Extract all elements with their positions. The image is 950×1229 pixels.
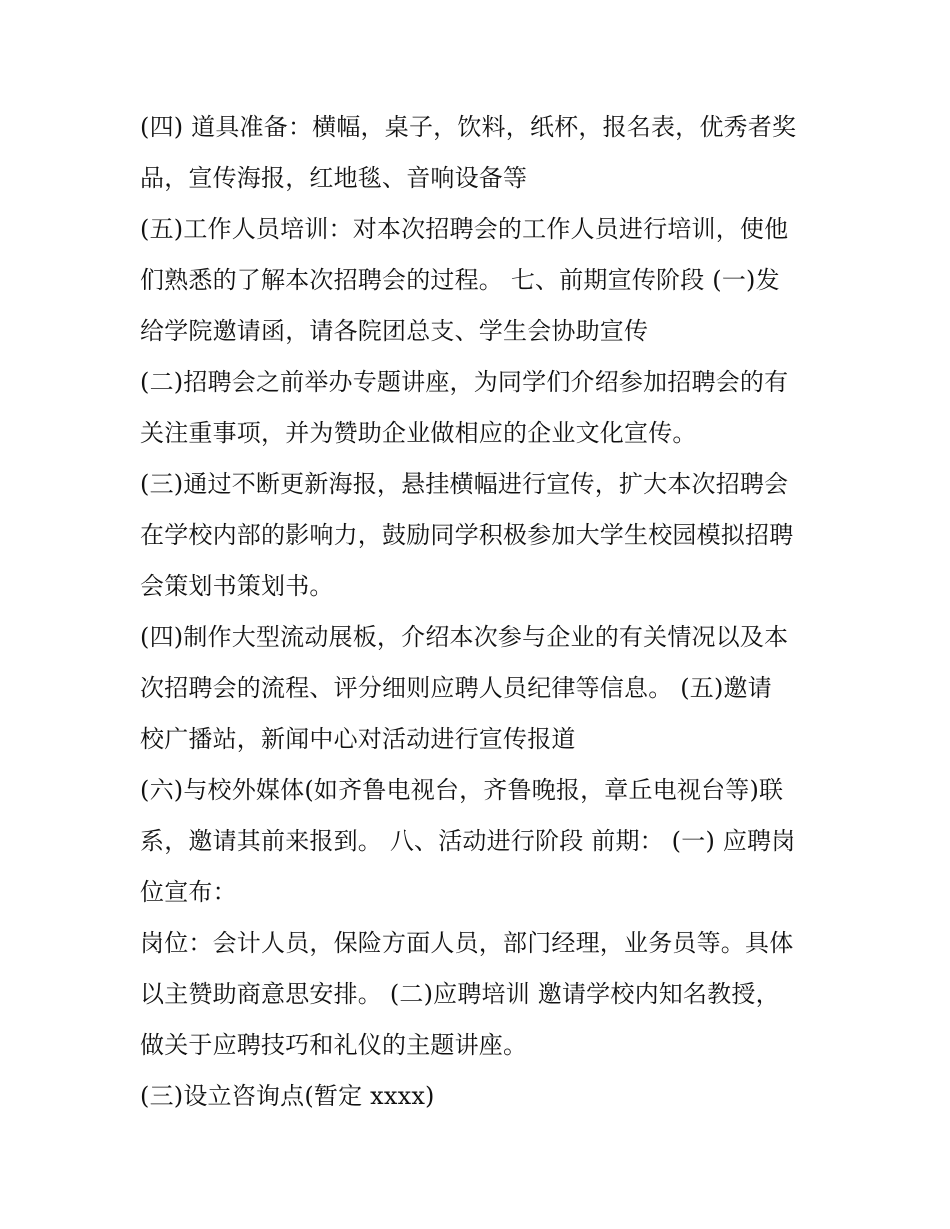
text-line: (三)通过不断更新海报，悬挂横幅进行宣传，扩大本次招聘会 — [140, 470, 789, 498]
text-line: 位宣布： — [140, 878, 237, 906]
text-line: (四) 道具准备：横幅，桌子，饮料，纸杯，报名表，优秀者奖 — [140, 113, 797, 141]
text-line: 给学院邀请函，请各院团总支、学生会协助宣传 — [140, 317, 649, 345]
text-line: 岗位：会计人员，保险方面人员，部门经理，业务员等。具体 — [140, 929, 794, 957]
text-line: 品，宣传海报，红地毯、音响设备等 — [140, 164, 528, 192]
text-line: 以主赞助商意思安排。 (二)应聘培训 邀请学校内知名教授， — [140, 980, 780, 1008]
text-line: (六)与校外媒体(如齐鲁电视台，齐鲁晚报，章丘电视台等)联 — [140, 776, 784, 804]
body-text — [140, 102, 830, 1122]
text-line: 在学校内部的影响力，鼓励同学积极参加大学生校园模拟招聘 — [140, 521, 794, 549]
text-line: (三)设立咨询点(暂定 xxxx) — [140, 1082, 435, 1110]
text-line: (二)招聘会之前举办专题讲座，为同学们介绍参加招聘会的有 — [140, 368, 789, 396]
text-line: 做关于应聘技巧和礼仪的主题讲座。 — [140, 1031, 528, 1059]
text-line: 会策划书策划书。 — [140, 572, 334, 600]
text-line: (五)工作人员培训：对本次招聘会的工作人员进行培训，使他 — [140, 215, 789, 243]
text-line: 们熟悉的了解本次招聘会的过程。 七、前期宣传阶段 (一)发 — [140, 266, 780, 294]
text-line: 关注重事项，并为赞助企业做相应的企业文化宣传。 — [140, 419, 697, 447]
text-line: 次招聘会的流程、评分细则应聘人员纪律等信息。 (五)邀请 — [140, 674, 772, 702]
text-line: 校广播站，新闻中心对活动进行宣传报道 — [140, 725, 576, 753]
text-line: (四)制作大型流动展板，介绍本次参与企业的有关情况以及本 — [140, 623, 789, 651]
text-line: 系，邀请其前来报到。 八、活动进行阶段 前期： (一) 应聘岗 — [140, 827, 796, 855]
